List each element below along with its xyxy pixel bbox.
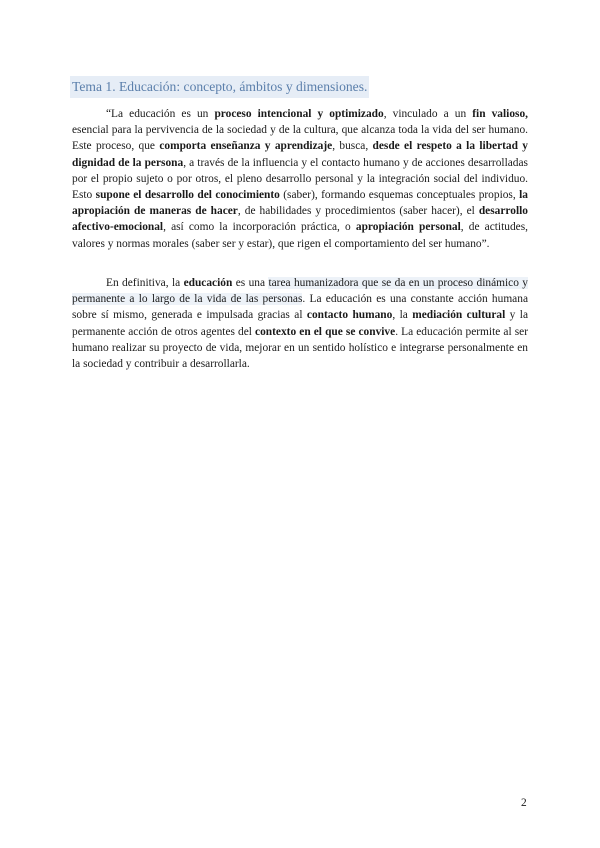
page-number: 2 xyxy=(521,797,527,809)
text-run: , vinculado a un xyxy=(383,108,473,120)
bold-term: proceso intencional y optimizado xyxy=(214,108,384,120)
bold-term: la apropiación de maneras de hacer xyxy=(72,189,528,218)
text-run: y la permanente acción de otros agentes del xyxy=(72,309,528,338)
text-run: , a través de la influencia y el contacto humano y de acciones desarrolladas por el propio sujeto o por otros, el pleno desarrollo personal y la integración social del individuo. Esto xyxy=(72,156,528,202)
summary-paragraph xyxy=(72,275,528,372)
bold-term: mediación cultural xyxy=(412,309,506,322)
text-run: , la xyxy=(392,309,413,322)
text-run: es una xyxy=(232,277,269,289)
bold-term: desde el respeto a la libertad y dignidad de la persona xyxy=(72,140,528,169)
section-heading-wrap xyxy=(72,76,369,98)
section-title: Tema 1. Educación: concepto, ámbitos y dimensiones. xyxy=(70,76,369,98)
bold-term: desarrollo afectivo-emocional xyxy=(72,205,528,234)
highlighted-text: tarea humanizadora que se da en un proceso dinámico y permanente a lo largo de la vida de las personas xyxy=(72,277,529,306)
text-run: , de habilidades y procedimientos (saber hacer), el xyxy=(237,205,479,218)
text-run: En definitiva, la xyxy=(106,277,184,289)
bold-term: contexto en el que se convive xyxy=(255,325,396,338)
text-run: . La educación permite al ser humano realizar su proyecto de vida, mejorar en un sentido holístico e integrarse personalmente en la sociedad y contribuir a desarrollarla. xyxy=(72,325,528,371)
text-run: , de actitudes, valores y normas morales (saber ser y estar), que rigen el comportamiento del ser humano”. xyxy=(72,221,528,250)
text-run: (saber), formando esquemas conceptuales propios, xyxy=(279,189,520,202)
bold-term: supone el desarrollo del conocimiento xyxy=(95,189,280,202)
definition-paragraph xyxy=(72,106,528,252)
text-run: . La educación es una constante acción humana sobre sí mismo, generada e impulsada gracias al xyxy=(72,293,528,322)
text-run: , así como la incorporación práctica, o xyxy=(163,221,356,234)
bold-term: apropiación personal xyxy=(355,221,461,234)
text-run: , busca, xyxy=(332,140,373,153)
text-run: “La educación es un xyxy=(106,108,215,120)
bold-term: educación xyxy=(183,277,233,289)
text-run: esencial para la pervivencia de la sociedad y de la cultura, que alcanza toda la vida del ser humano. Este proceso, que xyxy=(72,124,528,153)
bold-term: comporta enseñanza y aprendizaje xyxy=(159,140,333,153)
bold-term: fin valioso, xyxy=(472,108,528,120)
bold-term: contacto humano xyxy=(306,309,393,322)
